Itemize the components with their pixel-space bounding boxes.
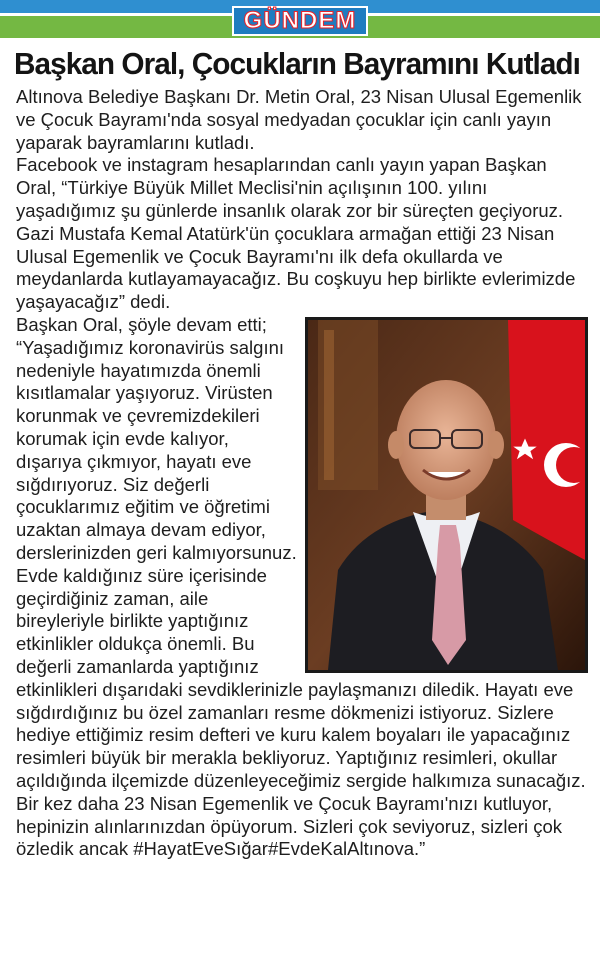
section-label-box [232, 6, 368, 36]
section-label: GÜNDEM [243, 7, 357, 34]
article-body [16, 86, 586, 861]
section-banner [0, 0, 600, 38]
article-paragraph-3: Gazi Mustafa Kemal Atatürk'ün çocuklara armağan ettiği 23 Nisan Ulusal Egemenlik ve Çocuk Bayramı'nı ilk defa okullarda ve meydanlarda kutlayamayacağız. Bu coşkuyu hep birlikte evlerimizde yaşayacağız” dedi. [16, 222, 576, 313]
article-paragraph-1: Altınova Belediye Başkanı Dr. Metin Oral, 23 Nisan Ulusal Egemenlik ve Çocuk Bayramı'nda sosyal medyadan çocuklar için canlı yayın yaparak bayramlarını kutladı. [16, 86, 582, 153]
portrait-photo-icon [308, 320, 585, 670]
article-paragraph-2: Facebook ve instagram hesaplarından canlı yayın yapan Başkan Oral, “Türkiye Büyük Millet Meclisi'nin açılışının 100. yılını yaşadığımız şu günlerde insanlık olarak zor bir süreçten geçiyoruz. [16, 154, 564, 221]
article-paragraph-4: Başkan Oral, şöyle devam etti; “Yaşadığımız koronavirüs salgını nedeniyle hayatımızda önemli kısıtlamalar yaşıyoruz. Virüsten korunmak ve çevremizdekileri korumak için evde kalıyor, dışarıya çıkmıyor, hayatı eve sığdırıyoruz. Siz değerli çocuklarımız eğitim ve öğretimi uzaktan almaya devam ediyor, derslerinizden geri kalmıyorsunuz. Evde kaldığınız süre içerisinde geçirdiğiniz zaman, aile bireyleriyle birlikte yaptığınız etkinlikler oldukça önemli. Bu değerli zamanlarda yaptığınız etkinlikleri dışarıdaki sevdiklerinizle paylaşmanızı diledik. Hayatı eve sığdırdığınız bu özel zamanları resme dökmenizi istiyoruz. Sizlere hediye ettiğimiz resim defteri ve kuru kalem boyaları ile yapacağınız resimleri büyük bir merakla bekliyoruz. Yaptığınız resimleri, okullar açıldığında ilçemizde düzenleyeceğimiz sergide halkımıza sunacağız. Bir kez daha 23 Nisan Egemenlik ve Çocuk Bayramı'nızı kutluyor, hepinizin alınlarınızdan öpüyorum. Sizleri çok seviyoruz, sizleri çok özledik ancak #HayatEveSığar#EvdeKalAltınova.” [16, 313, 586, 860]
article-headline: Başkan Oral, Çocukların Bayramını Kutladı [14, 46, 580, 81]
mayor-portrait-photo [305, 317, 588, 673]
